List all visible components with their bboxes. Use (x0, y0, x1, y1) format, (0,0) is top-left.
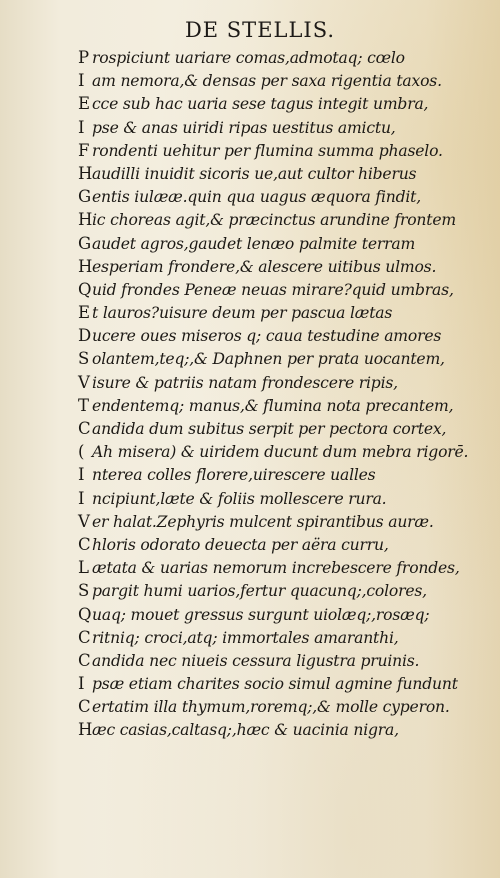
verse-text: ucere oues miseros q; caua testudine amores (92, 327, 442, 346)
verse-initial: G (78, 233, 91, 253)
verse-text: andida nec niueis cessura ligustra pruinis. (92, 651, 420, 670)
verse-initial: L (78, 558, 89, 578)
verse-initial: I (78, 674, 85, 694)
verse-line (78, 440, 488, 463)
verse-initial: G (78, 187, 91, 207)
verse-initial: H (78, 163, 93, 183)
verse-text: ertatim illa thymum,roremq;,& molle cyperon. (92, 698, 450, 717)
verse-initial: F (78, 140, 90, 160)
verse-line (78, 347, 488, 370)
verse-initial: H (78, 256, 93, 276)
verse-line (78, 510, 488, 533)
verse-text: Ah misera) & uiridem ducunt dum mebra rigorē. (92, 443, 469, 462)
verse-text: er halat.Zephyris mulcent spirantibus auræ. (92, 512, 434, 531)
verse-line (78, 46, 488, 69)
verse-initial: Q (78, 604, 92, 624)
verse-line (78, 371, 488, 394)
verse-line (78, 301, 488, 324)
verse-initial: V (78, 372, 90, 392)
verse-text: endentemq; manus,& flumina nota precantem, (92, 396, 454, 415)
verse-text: rondenti uehitur per flumina summa phaselo. (92, 141, 443, 160)
verse-line (78, 324, 488, 347)
verse-line (78, 556, 488, 579)
verse-initial: S (78, 349, 90, 369)
verse-text: t lauros?uisure deum per pascua lætas (92, 304, 393, 323)
verse-line (78, 463, 488, 486)
verse-text: audet agros,gaudet lenæo palmite terram (92, 234, 416, 253)
verse-initial: T (78, 395, 89, 415)
verse-initial: I (78, 71, 85, 91)
verse-line (78, 255, 488, 278)
verse-text: ætata & uarias nemorum increbescere frondes, (92, 559, 460, 578)
verse-line (78, 695, 488, 718)
verse-text: pse & anas uiridi ripas uestitus amictu, (92, 118, 396, 137)
verse-line (78, 626, 488, 649)
verse-text: andida dum subitus serpit per pectora cortex, (92, 420, 447, 438)
verse-initial: C (78, 419, 91, 438)
verse-initial: V (78, 511, 90, 531)
verse-text: uaq; mouet gressus surgunt uiolæq;,rosæq; (92, 605, 430, 624)
running-header: DE STELLIS. (184, 18, 336, 42)
verse-initial: C (78, 697, 91, 717)
verse-initial: I (78, 488, 85, 508)
verse-text: æc casias,caltasq;,hæc & uacinia nigra, (92, 721, 399, 740)
verse-initial: D (78, 326, 92, 346)
verse-initial: S (78, 581, 90, 601)
verse-line (78, 162, 488, 185)
verse-text: rospiciunt uariare comas,admotaq; cœlo (92, 49, 405, 67)
verse-line (78, 92, 488, 115)
verse-line (78, 69, 488, 92)
verse-line (78, 208, 488, 231)
verse-initial: E (78, 94, 90, 114)
verse-text: uid frondes Peneæ neuas mirare?quid umbras, (92, 280, 454, 299)
verse-initial: I (78, 117, 85, 137)
verse-text: ncipiunt,læte & foliis mollescere rura. (92, 489, 387, 508)
verse-line (78, 603, 488, 626)
verse-text: psæ etiam charites socio simul agmine fundunt (92, 675, 458, 694)
verse-line (78, 232, 488, 255)
verse-text: isure & patriis natam frondescere ripis, (92, 373, 398, 392)
verse-line (78, 278, 488, 301)
verse-text: olantem,teq;,& Daphnen per prata uocantem, (92, 350, 445, 369)
verse-initial: H (78, 720, 93, 740)
verse-initial: C (78, 534, 91, 554)
verse-line (78, 185, 488, 208)
verse-line (78, 116, 488, 139)
verse-initial: C (78, 650, 91, 670)
verse-line (78, 394, 488, 417)
verse-text: ritniq; croci,atq; immortales amaranthi, (92, 628, 399, 647)
verse-line (78, 579, 488, 602)
verse-text: esperiam frondere,& alescere uitibus ulmos. (92, 257, 437, 276)
verse-initial: ( (78, 442, 85, 462)
verse-initial: C (78, 627, 91, 647)
verse-text: pargit humi uarios,fertur quacunq;,colores, (92, 582, 427, 601)
verse-text: nterea colles florere,uirescere ualles (92, 466, 376, 485)
verse-line (78, 487, 488, 510)
verse-line (78, 672, 488, 695)
verse-line (78, 139, 488, 162)
verse-initial: H (78, 210, 93, 230)
verse-text: audilli inuidit sicoris ue,aut cultor hiberus (92, 164, 417, 183)
verse-text: ic choreas agit,& præcinctus arundine frontem (92, 211, 456, 230)
verse-text: am nemora,& densas per saxa rigentia taxos. (92, 72, 442, 91)
verse-line (78, 533, 488, 556)
verse-line (78, 718, 488, 741)
verse-text: hloris odorato deuecta per aëra curru, (92, 535, 389, 554)
verse-block (78, 46, 488, 742)
verse-text: cce sub hac uaria sese tagus integit umbra, (92, 95, 429, 114)
verse-initial: Q (78, 279, 92, 299)
verse-text: entis iulææ.quin qua uagus æquora findit, (92, 188, 421, 207)
verse-line (78, 649, 488, 672)
verse-initial: P (78, 48, 89, 67)
verse-initial: E (78, 303, 90, 323)
verse-line (78, 417, 488, 440)
verse-initial: I (78, 465, 85, 485)
